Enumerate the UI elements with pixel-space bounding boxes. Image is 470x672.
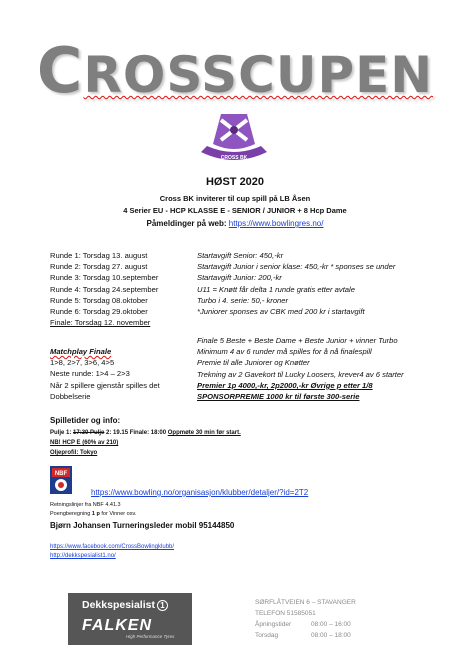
rules-line: Retningslinjer fra NBF 4.41.3 [50, 502, 121, 508]
rules-link[interactable]: https://www.bowling.no/organisasjon/klubber/detaljer/?id=2T2 [91, 488, 309, 497]
round-item: Runde 3: Torsdag 10.september [50, 273, 159, 283]
hcp-note: NB! HCP E (60% av 210) [50, 440, 119, 446]
sponsor-name: Dekkspesialist 1 [82, 599, 168, 611]
fees-list [197, 250, 395, 317]
facebook-link[interactable]: https://www.facebook.com/CrossBowlingklubb/ [50, 544, 175, 550]
finals-line: Trekning av 2 Gavekort til Lucky Loosers, krever4 av 6 starter [197, 369, 404, 379]
brand-logo: FALKEN [82, 617, 152, 634]
logo-text: CROSS BK [220, 155, 248, 161]
fee-item: Turbo i 4. serie: 50,- kroner [197, 295, 289, 305]
schedule-times: Pulje 1: 17:30 Pulje 2: 19.15 Finale: 18:00 Oppmøte 30 min før start. [50, 430, 241, 436]
contact-line: Bjørn Johansen Turneringsleder mobil 95144850 [50, 521, 235, 530]
cross-bk-logo [191, 108, 277, 166]
matchplay-title: Matchplay Finale [50, 347, 112, 356]
sponsor-address: SØRFLÅTVEIEN 6 – STAVANGER TELEFON 51585051 Åpningstider 08:00 – 16:00 Torsdag 08:00 – 18:00 [255, 599, 356, 639]
matchplay-line: Når 2 spillere gjenstår spilles det [50, 380, 160, 390]
finals-line: Finale 5 Beste + Beste Dame + Beste Junior + vinner Turbo [197, 336, 398, 345]
round-item: Runde 6: Torsdag 29.oktober [50, 307, 148, 317]
matchplay-line: 1>8, 2>7, 3>6, 4>5 [50, 358, 115, 368]
finals-line: Minimum 4 av 6 runder må spilles for å nå finalespill [197, 347, 372, 357]
finals-info [197, 335, 404, 402]
sponsor-ad [68, 593, 192, 645]
opening-hours: Åpningstider 08:00 – 16:00 [255, 621, 351, 628]
invite-line: Cross BK inviterer til cup spill på LB Åsen [159, 194, 311, 203]
schedule-title: Spilletider og info: [50, 416, 121, 425]
round-item: Runde 2: Torsdag 27. august [50, 262, 148, 272]
matchplay-line: Neste runde: 1>4 – 2>3 [50, 369, 130, 379]
finals-line: Premie til alle Juniorer og Knøtter [197, 358, 310, 368]
fee-item: Startavgift Junior: 200,-kr [197, 273, 282, 283]
fee-item: U11 = Knøtt får delta 1 runde gratis etter avtale [197, 284, 355, 294]
matchplay-section [50, 346, 160, 402]
matchplay-line: Dobbelserie [50, 391, 91, 401]
signup-line: Påmeldinger på web: https://www.bowlingres.no/ [146, 219, 324, 228]
sponsor-prize-line: SPONSORPREMIE 1000 kr til første 300-serie [197, 392, 360, 402]
sponsor-link[interactable]: http://dekkspesialist1.no/ [50, 553, 116, 559]
nbf-logo [50, 466, 72, 494]
season-heading: HØST 2020 [205, 176, 265, 188]
rounds-list [50, 250, 158, 328]
round-item: Runde 1: Torsdag 13. august [50, 251, 148, 260]
oil-profile: Oljeprofil: Tokyo [50, 450, 98, 456]
svg-text:NBF: NBF [54, 471, 68, 477]
brand-tagline: High Performance Tyres [126, 634, 175, 639]
prize-line: Premier 1p 4000,-kr, 2p2000,-kr Øvrige p etter 1/8 [197, 380, 373, 390]
final-date: Finale: Torsdag 12. november [50, 318, 151, 328]
fee-item: Startavgift Senior: 450,-kr [197, 251, 284, 260]
page-title: CROSSCUPEN [36, 34, 434, 107]
series-line: 4 Serier EU - HCP KLASSE E - SENIOR / JUNIOR + 8 Hcp Dame [123, 206, 347, 215]
fee-item: Startavgift Junior i senior klase: 450,-kr * sponses se under [197, 262, 396, 272]
round-item: Runde 4: Torsdag 24.september [50, 284, 159, 294]
points-line: Poengberegning 1 p for Vinner osv. [50, 511, 137, 517]
fee-item: *Juniorer sponses av CBK med 200 kr i startavgift [197, 307, 365, 317]
signup-link[interactable]: https://www.bowlingres.no/ [228, 219, 324, 228]
round-item: Runde 5: Torsdag 08.oktober [50, 295, 148, 305]
thursday-hours: Torsdag 08:00 – 18:00 [255, 632, 351, 639]
